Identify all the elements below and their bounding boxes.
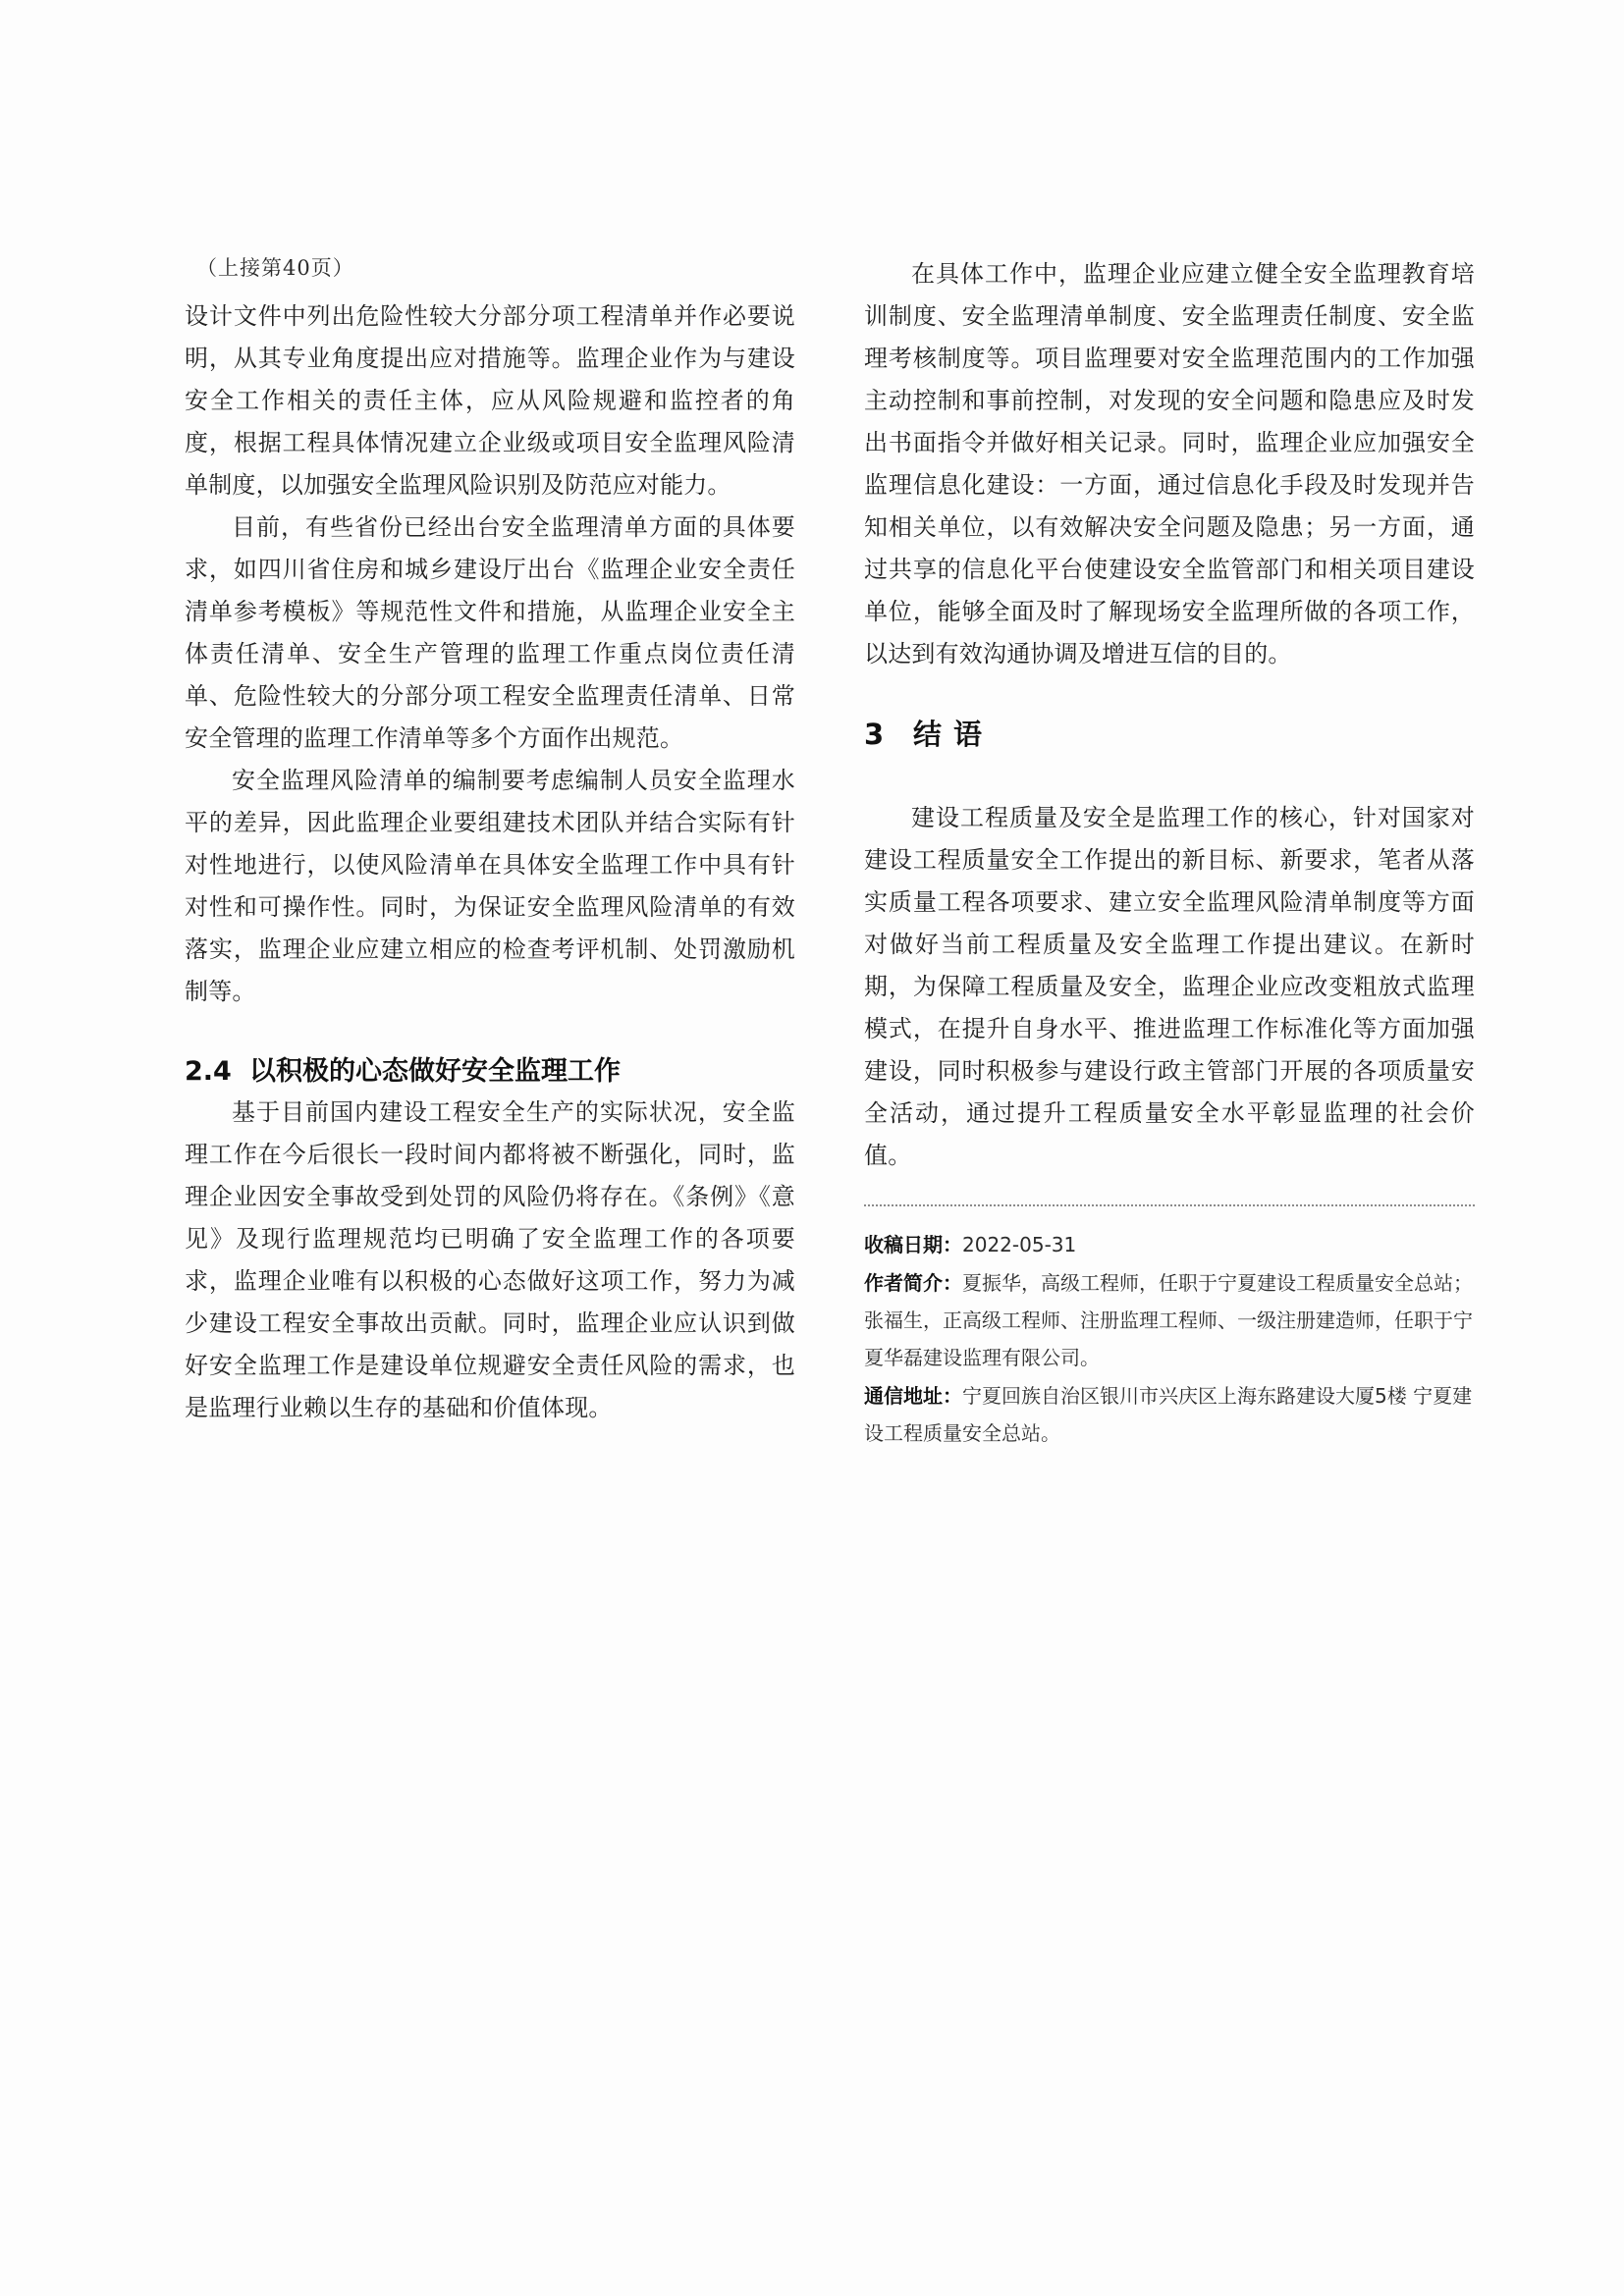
section-heading-2-4 [185,1052,795,1092]
received-date-label: 收稿日期： [864,1233,962,1256]
received-date-value: 2022-05-31 [962,1233,1077,1256]
mailing-address [864,1377,1475,1452]
body-paragraph: 在具体工作中，监理企业应建立健全安全监理教育培训制度、安全监理清单制度、安全监理责任制度、安全监理考核制度等。项目监理要对安全监理范围内的工作加强主动控制和事前控制，对发现的安全问题和隐患应及时发出书面指令并做好相关记录。同时，监理企业应加强安全监理信息化建设：一方面，通过信息化手段及时发现并告知相关单位，以有效解决安全问题及隐患；另一方面，通过共享的信息化平台使建设安全监管部门和相关项目建设单位，能够全面及时了解现场安全监理所做的各项工作，以达到有效沟通协调及增进互信的目的。 [864,260,1475,667]
body-paragraph: 建设工程质量及安全是监理工作的核心，针对国家对建设工程质量安全工作提出的新目标、新要求，笔者从落实质量工程各项要求、建立安全监理风险清单制度等方面对做好当前工程质量及安全监理工作提出建议。在新时期，为保障工程质量及安全，监理企业应改变粗放式监理模式，在提升自身水平、推进监理工作标准化等方面加强建设，同时积极参与建设行政主管部门开展的各项质量安全活动，通过提升工程质量安全水平彰显监理的社会价值。 [864,804,1475,1169]
received-date [864,1226,1475,1263]
body-paragraph: 基于目前国内建设工程安全生产的实际状况，安全监理工作在今后很长一段时间内都将被不断强化，同时，监理企业因安全事故受到处罚的风险仍将存在。《条例》《意见》及现行监理规范均已明确了安全监理工作的各项要求，监理企业唯有以积极的心态做好这项工作，努力为减少建设工程安全事故出贡献。同时，监理企业应认识到做好安全监理工作是建设单位规避安全责任风险的需求，也是监理行业赖以生存的基础和价值体现。 [185,1098,795,1421]
mailing-address-label: 通信地址： [864,1384,962,1408]
left-column [185,253,795,1429]
right-column [864,253,1475,1452]
author-info-value: 夏振华，高级工程师，任职于宁夏建设工程质量安全总站；张福生，正高级工程师、注册监理工程师、一级注册建造师，任职于宁夏华磊建设监理有限公司。 [864,1271,1473,1369]
section-number: 2.4 [185,1056,232,1087]
body-paragraph: 安全监理风险清单的编制要考虑编制人员安全监理水平的差异，因此监理企业要组建技术团队并结合实际有针对性地进行，以使风险清单在具体安全监理工作中具有针对性和可操作性。同时，为保证安全监理风险清单的有效落实，监理企业应建立相应的检查考评机制、处罚激励机制等。 [185,767,795,1005]
continuation-note: （上接第40页） [196,256,354,280]
body-paragraph: 设计文件中列出危险性较大分部分项工程清单并作必要说明，从其专业角度提出应对措施等。监理企业作为与建设安全工作相关的责任主体，应从风险规避和监控者的角度，根据工程具体情况建立企业级或项目安全监理风险清单制度，以加强安全监理风险识别及防范应对能力。 [185,302,795,499]
section-number: 3 [864,718,885,751]
body-paragraph: 目前，有些省份已经出台安全监理清单方面的具体要求，如四川省住房和城乡建设厅出台《监理企业安全责任清单参考模板》等规范性文件和措施，从监理企业安全主体责任清单、安全生产管理的监理工作重点岗位责任清单、危险性较大的分部分项工程安全监理责任清单、日常安全管理的监理工作清单等多个方面作出规范。 [185,513,795,752]
author-info [864,1264,1475,1376]
section-title: 结语 [913,718,995,751]
author-info-label: 作者简介： [864,1271,962,1295]
mailing-address-value: 宁夏回族自治区银川市兴庆区上海东路建设大厦5楼 宁夏建设工程质量安全总站。 [864,1384,1473,1445]
section-heading-3 [864,715,1475,754]
dotted-divider [864,1204,1475,1206]
section-title: 以积极的心态做好安全监理工作 [249,1056,621,1087]
